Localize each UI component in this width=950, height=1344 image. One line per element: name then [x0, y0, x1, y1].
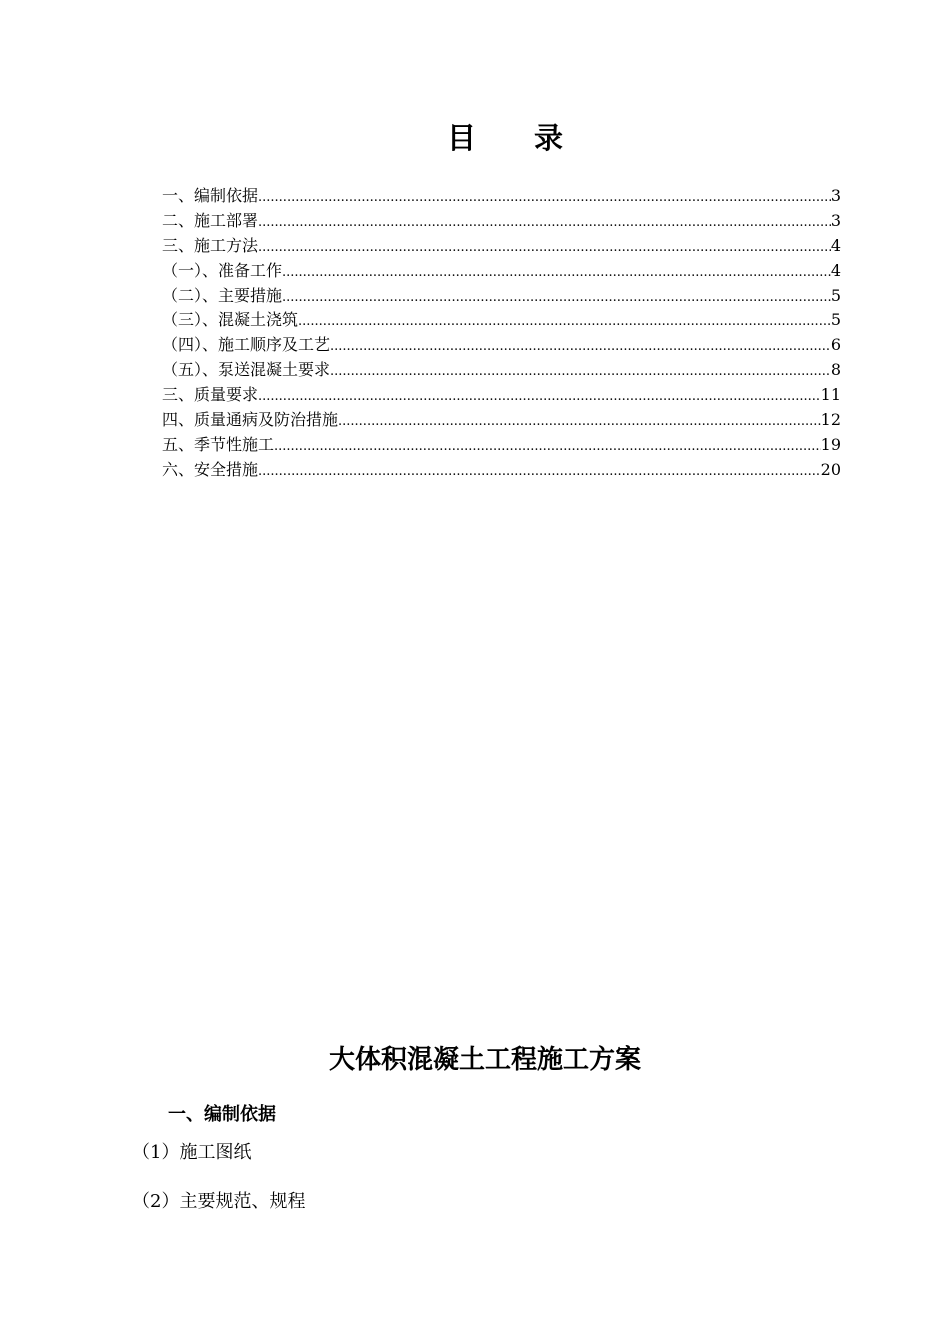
toc-entry[interactable] — [162, 284, 841, 309]
toc-entry-page: 3 — [830, 186, 841, 205]
toc-leader-dots — [274, 435, 821, 460]
toc-leader-dots — [258, 211, 831, 236]
toc-leader-dots — [258, 236, 831, 261]
toc-leader-dots — [330, 360, 831, 385]
toc-entry-label: （三）、混凝土浇筑 — [162, 310, 299, 330]
toc-entry-page: 19 — [820, 434, 841, 454]
toc-entry[interactable] — [162, 433, 841, 458]
toc-entry-page: 20 — [820, 459, 841, 479]
toc-entry-label: 二、施工部署 — [162, 210, 259, 230]
toc-entry-page: 3 — [830, 210, 841, 230]
toc-entry[interactable] — [162, 333, 841, 358]
toc-leader-dots — [258, 460, 821, 485]
toc-entry[interactable] — [162, 234, 841, 259]
toc-title: 目 录 — [446, 121, 588, 155]
toc-entry[interactable] — [162, 408, 841, 433]
toc-entry[interactable] — [162, 184, 841, 209]
toc-leader-dots — [330, 335, 831, 360]
toc-entry-label: 三、施工方法 — [162, 235, 259, 255]
toc-entry-page: 8 — [830, 360, 841, 380]
toc-entry-label: 四、质量通病及防治措施 — [162, 410, 339, 430]
toc-entry-label: （五）、泵送混凝土要求 — [162, 360, 331, 380]
toc-entry[interactable] — [162, 383, 841, 408]
toc-list — [162, 184, 841, 483]
toc-entry-label: 一、编制依据 — [162, 186, 259, 205]
toc-entry-page: 4 — [830, 235, 841, 255]
toc-entry[interactable] — [162, 458, 841, 483]
toc-entry-page: 5 — [830, 310, 841, 330]
toc-entry[interactable] — [162, 209, 841, 234]
toc-entry-label: （二）、主要措施 — [162, 285, 283, 305]
toc-entry-page: 12 — [820, 410, 841, 430]
toc-leader-dots — [282, 261, 831, 286]
toc-entry[interactable] — [162, 259, 841, 284]
document-title: 大体积混凝土工程施工方案 — [328, 1045, 641, 1075]
toc-entry[interactable] — [162, 308, 841, 333]
toc-entry-page: 4 — [830, 260, 841, 280]
toc-entry[interactable] — [162, 358, 841, 383]
toc-leader-dots — [258, 385, 821, 410]
toc-entry-page: 11 — [820, 385, 841, 405]
toc-entry-page: 5 — [830, 285, 841, 305]
list-item: （2）主要规范、规程 — [132, 1191, 306, 1212]
toc-entry-label: 六、安全措施 — [162, 459, 259, 479]
section-heading: 一、编制依据 — [168, 1104, 276, 1125]
toc-leader-dots — [338, 410, 821, 435]
toc-entry-label: （四）、施工顺序及工艺 — [162, 335, 331, 355]
toc-leader-dots — [298, 310, 831, 335]
toc-entry-label: （一）、准备工作 — [162, 260, 283, 280]
list-item: （1）施工图纸 — [132, 1142, 252, 1163]
toc-entry-label: 五、季节性施工 — [162, 434, 275, 454]
toc-entry-label: 三、质量要求 — [162, 385, 259, 405]
toc-leader-dots — [258, 186, 831, 211]
toc-leader-dots — [282, 286, 831, 311]
toc-entry-page: 6 — [830, 335, 841, 355]
